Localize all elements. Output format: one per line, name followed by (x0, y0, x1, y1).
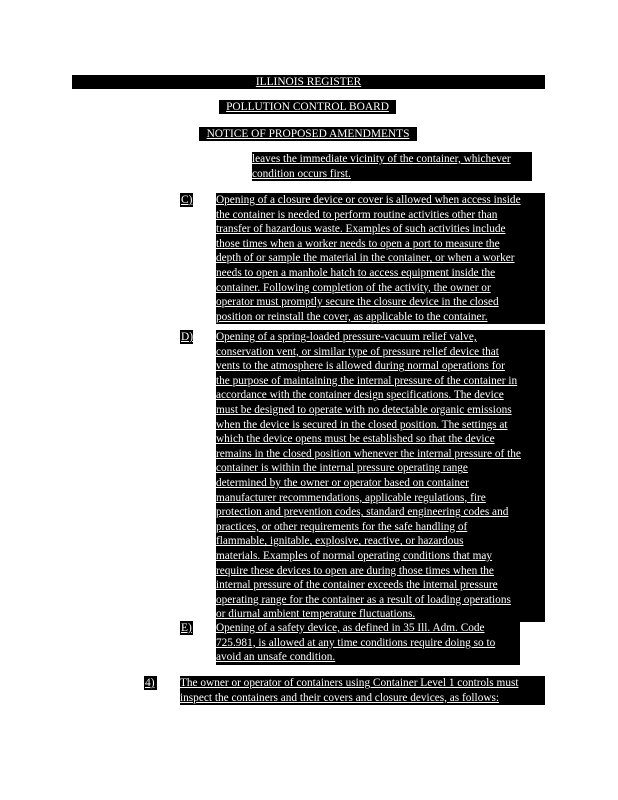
paragraph-line: remains in the closed position whenever the internal pressure of the (216, 447, 521, 460)
notice-title: NOTICE OF PROPOSED AMENDMENTS (206, 128, 410, 140)
paragraph-line: needs to open a manhole hatch to access equipment inside the (216, 266, 496, 279)
paragraph-line: operating range for the container as a result of loading operations (216, 593, 511, 606)
paragraph-line: container is within the internal pressure operating range (216, 462, 468, 475)
paragraph-line: materials. Examples of normal operating conditions that may (216, 549, 493, 562)
paragraph-line: manufacturer recommendations, applicable regulations, fire (216, 491, 486, 504)
item-e-label: E) (181, 622, 192, 634)
paragraph-line: Opening of a safety device, as defined in 35 Ill. Adm. Code (216, 622, 485, 634)
paragraph-line: transfer of hazardous waste. Examples of such activities include (216, 223, 506, 236)
item-c-paragraph (216, 193, 545, 324)
notice-title-bar (199, 127, 417, 141)
item-d-label: D) (181, 331, 193, 343)
paragraph-line: internal pressure of the container exceeds the internal pressure (216, 579, 498, 592)
continuation-paragraph (252, 152, 532, 181)
paragraph-line: inspect the containers and their covers and closure devices, as follows: (180, 691, 500, 704)
board-title-bar (219, 100, 396, 114)
paragraph-line: accordance with the container design specifications. The device (216, 389, 504, 402)
paragraph-line: when the device is secured in the closed position. The settings at (216, 418, 508, 431)
paragraph-line: require these devices to open are during those times when the (216, 564, 494, 577)
paragraph-line: Opening of a closure device or cover is allowed when access inside (216, 194, 521, 206)
paragraph-line: determined by the owner or operator based on container (216, 476, 469, 489)
paragraph-line: flammable, ignitable, explosive, reactive, or hazardous (216, 535, 464, 548)
paragraph-line: practices, or other requirements for the safe handling of (216, 520, 468, 533)
paragraph-line: the purpose of maintaining the internal pressure of the container in (216, 374, 518, 387)
item-e-paragraph (216, 621, 520, 665)
item-c-label: C) (181, 194, 193, 206)
paragraph-line: position or reinstall the cover, as applicable to the container. (216, 310, 488, 323)
paragraph-line: or diurnal ambient temperature fluctuations. (216, 608, 416, 621)
register-title: ILLINOIS REGISTER (255, 76, 362, 88)
continuation-line: leaves the immediate vicinity of the container, whichever (252, 153, 511, 165)
paragraph-line: those times when a worker needs to open a port to measure the (216, 237, 500, 250)
paragraph-line: container. Following completion of the activity, the owner or (216, 281, 491, 294)
paragraph-line: which the device opens must be established so that the device (216, 433, 495, 446)
paragraph-line: protection and prevention codes, standard engineering codes and (216, 506, 509, 519)
item-4-paragraph (180, 676, 545, 705)
paragraph-line: depth of or sample the material in the container, or when a worker (216, 252, 515, 265)
paragraph-line: must be designed to operate with no detectable organic emissions (216, 403, 512, 416)
paragraph-line: operator must promptly secure the closure device in the closed (216, 296, 499, 309)
register-header-bar (72, 75, 545, 89)
continuation-line: condition occurs first. (252, 167, 351, 180)
board-title: POLLUTION CONTROL BOARD (226, 101, 389, 113)
paragraph-line: the container is needed to perform routine activities other than (216, 208, 498, 221)
paragraph-line: vents to the atmosphere is allowed during normal operations for (216, 360, 505, 373)
paragraph-line: The owner or operator of containers using Container Level 1 controls must (180, 677, 519, 689)
item-d-paragraph (216, 330, 545, 622)
paragraph-line: avoid an unsafe condition. (216, 651, 336, 664)
paragraph-line: 725.981, is allowed at any time conditions require doing so to (216, 636, 496, 649)
item-4-label: 4) (144, 676, 157, 690)
paragraph-line: conservation vent, or similar type of pressure relief device that (216, 345, 499, 358)
paragraph-line: Opening of a spring-loaded pressure-vacuum relief valve, (216, 331, 477, 343)
